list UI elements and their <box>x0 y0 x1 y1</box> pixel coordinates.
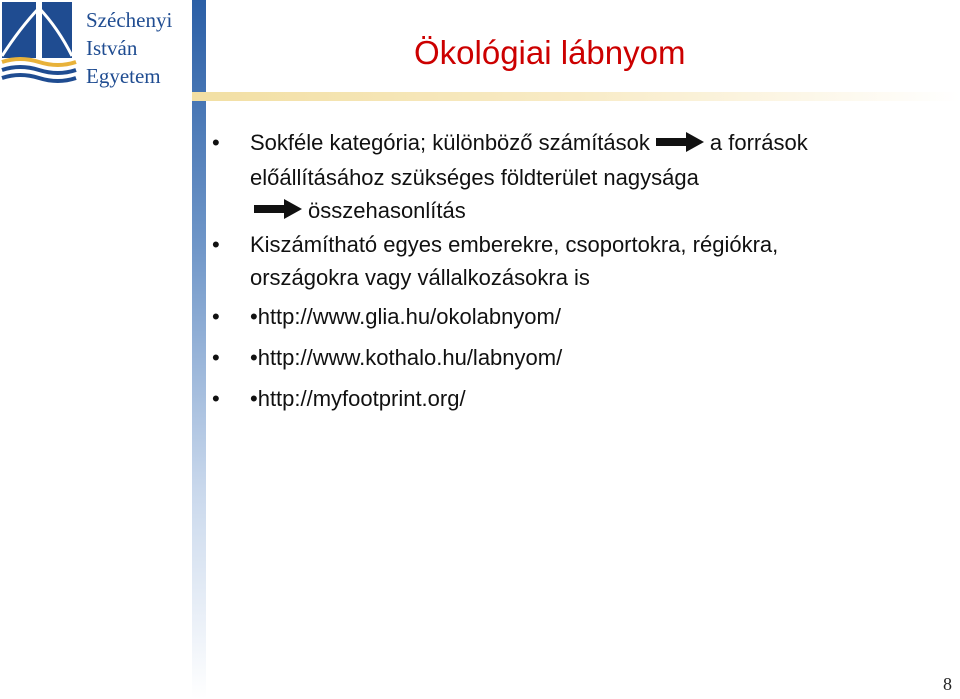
link-text[interactable]: •http://www.glia.hu/okolabnyom/ <box>250 304 561 330</box>
logo-line-1: Széchenyi <box>86 8 173 32</box>
bullet-item <box>212 228 942 294</box>
bullet-marker: • <box>212 345 220 371</box>
bullet-line <box>250 126 942 161</box>
logo-text <box>86 6 172 90</box>
right-arrow-icon <box>254 195 302 228</box>
page-number: 8 <box>943 674 952 694</box>
bullet-marker: • <box>212 386 220 412</box>
bullet-line: előállításához szükséges földterület nagysága <box>250 164 699 190</box>
bullet-marker: • <box>212 130 220 155</box>
university-logo-icon <box>0 0 80 92</box>
bullet-list <box>212 126 942 415</box>
bullet-item <box>212 126 942 228</box>
bullet-text: összehasonlítás <box>308 197 466 223</box>
bullet-marker: • <box>212 304 220 330</box>
bullet-marker: • <box>212 232 220 258</box>
bullet-line: országokra vagy vállalkozásokra is <box>250 265 590 291</box>
bullet-item <box>212 341 942 374</box>
bullet-item <box>212 382 942 415</box>
logo-line-2: István <box>86 36 138 60</box>
link-text[interactable]: •http://myfootprint.org/ <box>250 386 466 412</box>
right-arrow-icon <box>656 128 704 161</box>
link-text[interactable]: •http://www.kothalo.hu/labnyom/ <box>250 345 563 371</box>
bullet-line <box>250 194 942 229</box>
logo-line-3: Egyetem <box>86 64 161 88</box>
bullet-text: Sokféle kategória; különböző számítások <box>250 130 650 155</box>
university-logo <box>0 0 192 92</box>
bullet-item <box>212 300 942 333</box>
bullet-line: Kiszámítható egyes emberekre, csoportokra, régiókra, <box>250 232 779 258</box>
bullet-text: a források <box>709 130 808 155</box>
slide-title: Ökológiai lábnyom <box>414 34 686 71</box>
header-gradient-bar <box>192 92 960 101</box>
sidebar-gradient-bar <box>192 0 206 699</box>
